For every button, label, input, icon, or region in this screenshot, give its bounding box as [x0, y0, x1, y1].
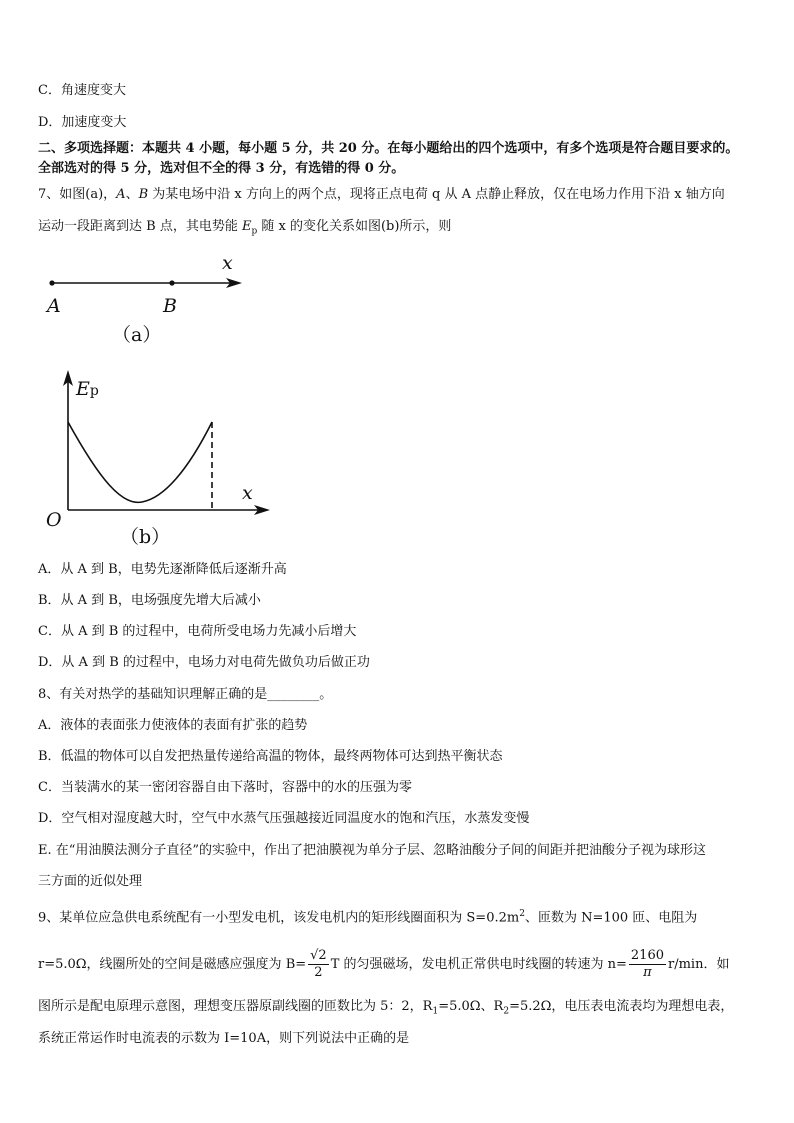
- q8-option-c: C．当装满水的某一密闭容器自由下落时，容器中的水的压强为零: [38, 780, 412, 795]
- figure-a-label-a: A: [47, 295, 61, 317]
- q6-option-c: C．角速度变大: [38, 83, 126, 98]
- q9-stem-line4: 系统正常运作时电流表的示数为 I=10A，则下列说法中正确的是: [38, 1031, 410, 1046]
- q7-option-c: C．从 A 到 B 的过程中，电荷所受电场力先减小后增大: [38, 624, 357, 639]
- section-header-line1: 二、多项选择题：本题共 4 小题，每小题 5 分，共 20 分。在每小题给出的四个选项中，有多个选项是符合题目要求的。: [38, 141, 739, 156]
- q8-option-b: B．低温的物体可以自发把热量传递给高温的物体，最终两物体可达到热平衡状态: [38, 749, 503, 764]
- q7-option-d: D．从 A 到 B 的过程中，电场力对电荷先做负功后做正功: [38, 655, 370, 670]
- fraction-n: $\frac{2160}{\pi}$: [630, 948, 664, 980]
- figure-a-caption: （a）: [112, 324, 162, 346]
- section-header-line2: 全部选对的得 5 分，选对但不全的得 3 分，有选错的得 0 分。: [38, 161, 405, 176]
- figure-a-axis: [40, 273, 280, 293]
- figure-b-x-label: x: [242, 482, 253, 504]
- fraction-b: $\frac{√2}{2}$: [310, 948, 327, 980]
- figure-b-y-label: Ep: [76, 378, 99, 400]
- q8-option-a: A．液体的表面张力使液体的表面有扩张的趋势: [38, 718, 308, 733]
- q9-stem-line3: 图所示是配电原理示意图，理想变压器原副线圈的匝数比为 5：2，$R_1=5.0\Omega$、$R_2=5.2\Omega$，电压表电流表均为理想电表，: [38, 999, 734, 1017]
- figure-a-x-label: x: [222, 252, 233, 274]
- ep-curve: [68, 422, 212, 502]
- q7-stem-line1: 7、如图(a)，A、B 为某电场中沿 x 方向上的两个点，现将正点电荷 q 从 A 点静止释放，仅在电场力作用下沿 x 轴方向: [38, 187, 725, 202]
- point-b-dot: [169, 280, 174, 285]
- q8-stem: 8、有关对热学的基础知识理解正确的是________。: [38, 687, 333, 702]
- q9-stem-line2: r=5.0Ω，线圈所处的空间是磁感应强度为 B= $\frac{√2}{2}$ T 的匀强磁场，发电机正常供电时线圈的转速为 n= $\frac{2160}{\pi}$ r/min．如: [38, 948, 730, 980]
- q6-option-d: D．加速度变大: [38, 115, 127, 130]
- q8-option-d: D．空气相对湿度越大时，空气中水蒸气压强越接近同温度水的饱和汽压，水蒸发变慢: [38, 811, 530, 826]
- figure-b-origin-label: O: [46, 509, 62, 531]
- figure-b-caption: （b）: [120, 526, 171, 548]
- q9-stem-line1: 9、某单位应急供电系统配有一小型发电机，该发电机内的矩形线圈面积为 $S=0.2m^2$、匝数为 N=100 匝、电阻为: [38, 909, 698, 926]
- q7-stem-line2: 运动一段距离到达 B 点，其电势能 $E_p$ 随 x 的变化关系如图(b)所示，则: [38, 219, 452, 237]
- q7-option-a: A．从 A 到 B，电势先逐渐降低后逐渐升高: [38, 562, 287, 577]
- q8-option-e-line2: 三方面的近似处理: [38, 874, 143, 889]
- q8-option-e-line1: E. 在“用油膜法测分子直径”的实验中，作出了把油膜视为单分子层、忽略油酸分子间的间距并把油酸分子视为球形这: [38, 843, 707, 858]
- figure-a-label-b: B: [163, 295, 177, 317]
- q7-option-b: B．从 A 到 B，电场强度先增大后减小: [38, 593, 261, 608]
- point-a-dot: [49, 280, 54, 285]
